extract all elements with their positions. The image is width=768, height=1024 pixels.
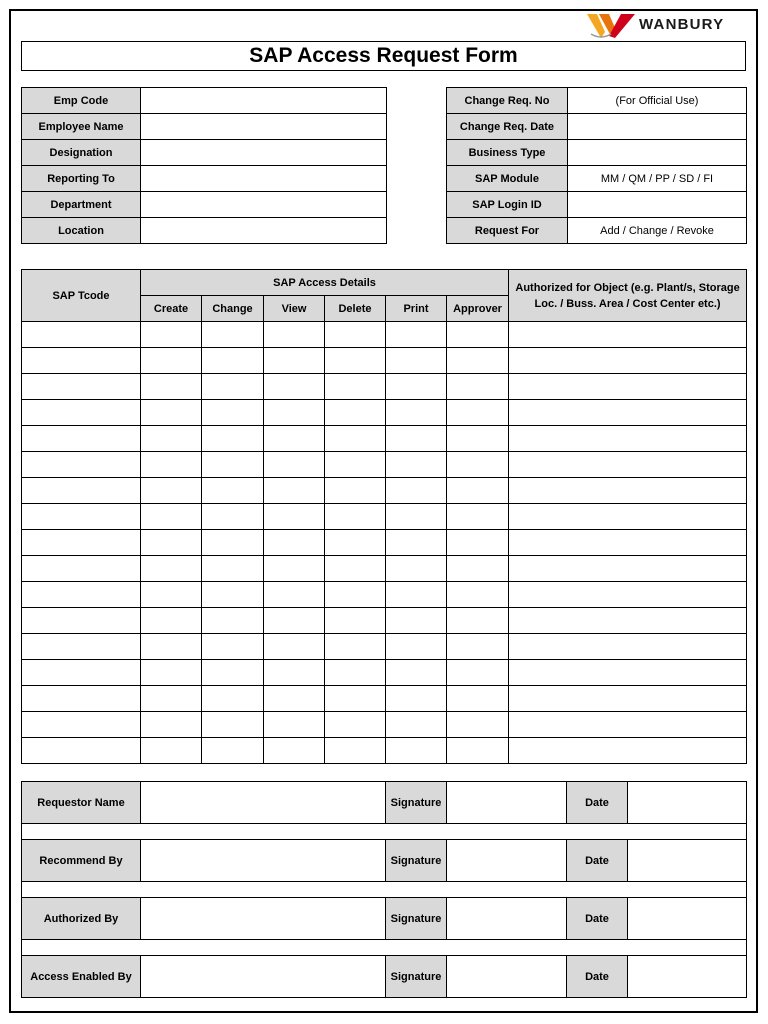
change-info-label: SAP Login ID	[447, 192, 568, 218]
access-permission-cell[interactable]	[447, 634, 509, 660]
access-permission-cell[interactable]	[202, 608, 264, 634]
tcode-cell[interactable]	[22, 686, 141, 712]
signature-field[interactable]	[447, 956, 567, 998]
access-permission-cell[interactable]	[141, 660, 202, 686]
signoff-name-field[interactable]	[141, 898, 386, 940]
employee-info-label: Department	[22, 192, 141, 218]
access-permission-cell[interactable]	[447, 530, 509, 556]
access-table-row	[22, 608, 747, 634]
access-permission-cell[interactable]	[447, 374, 509, 400]
access-permission-cell[interactable]	[141, 634, 202, 660]
access-permission-cell[interactable]	[386, 400, 447, 426]
access-permission-cell[interactable]	[386, 712, 447, 738]
access-table-row	[22, 712, 747, 738]
access-permission-cell[interactable]	[264, 322, 325, 348]
authorized-object-cell[interactable]	[509, 712, 747, 738]
access-permission-cell[interactable]	[264, 686, 325, 712]
access-permission-cell[interactable]	[447, 660, 509, 686]
tcode-cell[interactable]	[22, 478, 141, 504]
date-label: Date	[567, 898, 628, 940]
access-table-row	[22, 452, 747, 478]
access-permission-cell[interactable]	[325, 738, 386, 764]
access-permission-cell[interactable]	[447, 686, 509, 712]
change-info-field[interactable]: (For Official Use)	[568, 88, 747, 114]
access-permission-cell[interactable]	[386, 504, 447, 530]
access-permission-cell[interactable]	[141, 426, 202, 452]
change-info-field[interactable]	[568, 140, 747, 166]
change-info-row	[447, 114, 747, 140]
change-info-row	[447, 166, 747, 192]
access-permission-cell[interactable]	[141, 322, 202, 348]
access-permission-cell[interactable]	[386, 348, 447, 374]
signoff-row	[22, 782, 747, 824]
access-permission-cell[interactable]	[202, 660, 264, 686]
authorized-object-header: Authorized for Object (e.g. Plant/s, Storage Loc. / Buss. Area / Cost Center etc.)	[509, 270, 747, 322]
signoff-spacer-row	[22, 882, 747, 898]
access-table-row	[22, 478, 747, 504]
spacer-cell	[22, 824, 747, 840]
tcode-cell[interactable]	[22, 322, 141, 348]
access-permission-cell[interactable]	[141, 686, 202, 712]
employee-info-field[interactable]	[141, 140, 387, 166]
access-permission-cell[interactable]	[202, 400, 264, 426]
access-permission-cell[interactable]	[202, 712, 264, 738]
authorized-object-cell[interactable]	[509, 530, 747, 556]
authorized-object-cell[interactable]	[509, 504, 747, 530]
access-column-header: Approver	[447, 296, 509, 322]
access-permission-cell[interactable]	[325, 660, 386, 686]
access-permission-cell[interactable]	[325, 478, 386, 504]
date-label: Date	[567, 782, 628, 824]
employee-info-field[interactable]	[141, 218, 387, 244]
date-field[interactable]	[628, 898, 747, 940]
access-permission-cell[interactable]	[264, 738, 325, 764]
change-info-row	[447, 140, 747, 166]
access-permission-cell[interactable]	[325, 712, 386, 738]
access-permission-cell[interactable]	[264, 634, 325, 660]
access-table-row	[22, 634, 747, 660]
access-permission-cell[interactable]	[447, 608, 509, 634]
tcode-cell[interactable]	[22, 400, 141, 426]
access-permission-cell[interactable]	[264, 374, 325, 400]
employee-info-field[interactable]	[141, 114, 387, 140]
signature-field[interactable]	[447, 840, 567, 882]
access-permission-cell[interactable]	[325, 634, 386, 660]
access-permission-cell[interactable]	[202, 322, 264, 348]
access-permission-cell[interactable]	[325, 374, 386, 400]
employee-info-field[interactable]	[141, 88, 387, 114]
page-title: SAP Access Request Form	[21, 41, 746, 71]
tcode-cell[interactable]	[22, 556, 141, 582]
tcode-cell[interactable]	[22, 374, 141, 400]
employee-info-row	[22, 166, 387, 192]
access-permission-cell[interactable]	[264, 712, 325, 738]
authorized-object-cell[interactable]	[509, 556, 747, 582]
access-permission-cell[interactable]	[386, 660, 447, 686]
authorized-object-cell[interactable]	[509, 374, 747, 400]
access-permission-cell[interactable]	[386, 530, 447, 556]
tcode-cell[interactable]	[22, 348, 141, 374]
employee-info-label: Reporting To	[22, 166, 141, 192]
signoff-row	[22, 956, 747, 998]
access-permission-cell[interactable]	[386, 478, 447, 504]
spacer-cell	[22, 940, 747, 956]
authorized-object-cell[interactable]	[509, 426, 747, 452]
access-permission-cell[interactable]	[386, 582, 447, 608]
access-permission-cell[interactable]	[264, 504, 325, 530]
change-info-field[interactable]: MM / QM / PP / SD / FI	[568, 166, 747, 192]
date-label: Date	[567, 956, 628, 998]
authorized-object-cell[interactable]	[509, 634, 747, 660]
access-permission-cell[interactable]	[264, 582, 325, 608]
access-permission-cell[interactable]	[264, 348, 325, 374]
access-permission-cell[interactable]	[264, 426, 325, 452]
access-permission-cell[interactable]	[264, 400, 325, 426]
employee-info-row	[22, 88, 387, 114]
access-table-row	[22, 400, 747, 426]
access-permission-cell[interactable]	[386, 556, 447, 582]
access-permission-cell[interactable]	[325, 322, 386, 348]
access-table-row	[22, 530, 747, 556]
access-permission-cell[interactable]	[141, 452, 202, 478]
access-permission-cell[interactable]	[386, 452, 447, 478]
employee-info-field[interactable]	[141, 192, 387, 218]
employee-info-label: Designation	[22, 140, 141, 166]
signature-label: Signature	[386, 956, 447, 998]
access-table-row	[22, 738, 747, 764]
access-permission-cell[interactable]	[141, 582, 202, 608]
access-permission-cell[interactable]	[386, 322, 447, 348]
access-permission-cell[interactable]	[202, 634, 264, 660]
employee-info-label: Employee Name	[22, 114, 141, 140]
access-table-row	[22, 426, 747, 452]
access-permission-cell[interactable]	[141, 738, 202, 764]
signoff-role-label: Requestor Name	[22, 782, 141, 824]
date-label: Date	[567, 840, 628, 882]
authorized-object-cell[interactable]	[509, 452, 747, 478]
signoff-name-field[interactable]	[141, 956, 386, 998]
access-permission-cell[interactable]	[141, 504, 202, 530]
authorized-object-cell[interactable]	[509, 738, 747, 764]
access-permission-cell[interactable]	[141, 348, 202, 374]
tcode-cell[interactable]	[22, 608, 141, 634]
access-permission-cell[interactable]	[202, 738, 264, 764]
signoff-row	[22, 840, 747, 882]
access-permission-cell[interactable]	[386, 634, 447, 660]
access-permission-cell[interactable]	[447, 712, 509, 738]
change-info-row	[447, 88, 747, 114]
signature-label: Signature	[386, 898, 447, 940]
access-permission-cell[interactable]	[202, 582, 264, 608]
change-info-label: Business Type	[447, 140, 568, 166]
access-permission-cell[interactable]	[447, 738, 509, 764]
access-permission-cell[interactable]	[386, 608, 447, 634]
access-permission-cell[interactable]	[447, 504, 509, 530]
access-permission-cell[interactable]	[264, 530, 325, 556]
access-permission-cell[interactable]	[325, 530, 386, 556]
access-permission-cell[interactable]	[264, 608, 325, 634]
signoff-spacer-row	[22, 824, 747, 840]
change-info-field[interactable]	[568, 192, 747, 218]
employee-info-row	[22, 114, 387, 140]
access-column-header: View	[264, 296, 325, 322]
access-permission-cell[interactable]	[264, 478, 325, 504]
authorized-object-cell[interactable]	[509, 322, 747, 348]
tcode-cell[interactable]	[22, 530, 141, 556]
access-permission-cell[interactable]	[325, 504, 386, 530]
signoff-name-field[interactable]	[141, 782, 386, 824]
tcode-cell[interactable]	[22, 634, 141, 660]
access-permission-cell[interactable]	[447, 582, 509, 608]
authorized-object-cell[interactable]	[509, 400, 747, 426]
signoff-spacer-row	[22, 940, 747, 956]
access-table-row	[22, 348, 747, 374]
access-column-header: Create	[141, 296, 202, 322]
access-permission-cell[interactable]	[264, 452, 325, 478]
access-permission-cell[interactable]	[202, 348, 264, 374]
access-permission-cell[interactable]	[386, 426, 447, 452]
access-permission-cell[interactable]	[447, 400, 509, 426]
access-permission-cell[interactable]	[325, 400, 386, 426]
access-table-row	[22, 660, 747, 686]
access-table-row	[22, 686, 747, 712]
wanbury-logo-icon	[587, 12, 639, 40]
authorized-object-cell[interactable]	[509, 582, 747, 608]
company-logo	[587, 12, 742, 40]
tcode-cell[interactable]	[22, 660, 141, 686]
change-info-row	[447, 192, 747, 218]
access-permission-cell[interactable]	[202, 556, 264, 582]
signoff-role-label: Recommend By	[22, 840, 141, 882]
access-table-row	[22, 504, 747, 530]
access-permission-cell[interactable]	[202, 452, 264, 478]
access-column-header: Print	[386, 296, 447, 322]
employee-info-row	[22, 140, 387, 166]
access-permission-cell[interactable]	[141, 712, 202, 738]
signoff-role-label: Access Enabled By	[22, 956, 141, 998]
authorized-object-cell[interactable]	[509, 478, 747, 504]
authorized-object-cell[interactable]	[509, 660, 747, 686]
access-column-header: Delete	[325, 296, 386, 322]
change-info-label: Change Req. No	[447, 88, 568, 114]
access-permission-cell[interactable]	[386, 738, 447, 764]
tcode-cell[interactable]	[22, 712, 141, 738]
access-permission-cell[interactable]	[202, 478, 264, 504]
access-permission-cell[interactable]	[202, 374, 264, 400]
access-permission-cell[interactable]	[447, 452, 509, 478]
signature-field[interactable]	[447, 782, 567, 824]
access-table-row	[22, 582, 747, 608]
authorized-object-cell[interactable]	[509, 686, 747, 712]
signoff-row	[22, 898, 747, 940]
access-table-row	[22, 556, 747, 582]
access-permission-cell[interactable]	[202, 426, 264, 452]
employee-info-table	[21, 87, 387, 244]
access-permission-cell[interactable]	[141, 374, 202, 400]
date-field[interactable]	[628, 840, 747, 882]
access-permission-cell[interactable]	[325, 556, 386, 582]
change-info-field[interactable]: Add / Change / Revoke	[568, 218, 747, 244]
access-permission-cell[interactable]	[325, 582, 386, 608]
spacer-cell	[22, 882, 747, 898]
change-info-row	[447, 218, 747, 244]
access-permission-cell[interactable]	[141, 608, 202, 634]
access-permission-cell[interactable]	[325, 686, 386, 712]
access-permission-cell[interactable]	[447, 322, 509, 348]
access-permission-cell[interactable]	[141, 530, 202, 556]
access-table-row	[22, 374, 747, 400]
employee-info-label: Location	[22, 218, 141, 244]
signoff-table	[21, 781, 747, 998]
date-field[interactable]	[628, 782, 747, 824]
sap-access-details-header: SAP Access Details	[141, 270, 509, 296]
date-field[interactable]	[628, 956, 747, 998]
access-permission-cell[interactable]	[386, 374, 447, 400]
access-column-header: Change	[202, 296, 264, 322]
signoff-name-field[interactable]	[141, 840, 386, 882]
tcode-cell[interactable]	[22, 582, 141, 608]
access-permission-cell[interactable]	[325, 426, 386, 452]
change-info-table	[446, 87, 747, 244]
employee-info-label: Emp Code	[22, 88, 141, 114]
access-permission-cell[interactable]	[264, 660, 325, 686]
employee-info-field[interactable]	[141, 166, 387, 192]
access-permission-cell[interactable]	[202, 504, 264, 530]
tcode-cell[interactable]	[22, 738, 141, 764]
access-permission-cell[interactable]	[264, 556, 325, 582]
sap-tcode-header: SAP Tcode	[22, 270, 141, 322]
access-permission-cell[interactable]	[202, 686, 264, 712]
change-info-label: SAP Module	[447, 166, 568, 192]
change-info-label: Request For	[447, 218, 568, 244]
authorized-object-cell[interactable]	[509, 608, 747, 634]
sap-access-table	[21, 269, 747, 764]
access-permission-cell[interactable]	[202, 530, 264, 556]
employee-info-row	[22, 192, 387, 218]
change-info-field[interactable]	[568, 114, 747, 140]
access-permission-cell[interactable]	[447, 556, 509, 582]
access-permission-cell[interactable]	[447, 478, 509, 504]
access-table-row	[22, 322, 747, 348]
signature-label: Signature	[386, 782, 447, 824]
access-permission-cell[interactable]	[141, 478, 202, 504]
access-permission-cell[interactable]	[447, 426, 509, 452]
access-permission-cell[interactable]	[386, 686, 447, 712]
signoff-role-label: Authorized By	[22, 898, 141, 940]
signature-field[interactable]	[447, 898, 567, 940]
tcode-cell[interactable]	[22, 452, 141, 478]
access-permission-cell[interactable]	[141, 400, 202, 426]
access-permission-cell[interactable]	[325, 348, 386, 374]
access-permission-cell[interactable]	[141, 556, 202, 582]
access-permission-cell[interactable]	[325, 452, 386, 478]
authorized-object-cell[interactable]	[509, 348, 747, 374]
access-permission-cell[interactable]	[325, 608, 386, 634]
signature-label: Signature	[386, 840, 447, 882]
access-permission-cell[interactable]	[447, 348, 509, 374]
tcode-cell[interactable]	[22, 426, 141, 452]
tcode-cell[interactable]	[22, 504, 141, 530]
employee-info-row	[22, 218, 387, 244]
change-info-label: Change Req. Date	[447, 114, 568, 140]
logo-text: WANBURY	[639, 16, 725, 33]
